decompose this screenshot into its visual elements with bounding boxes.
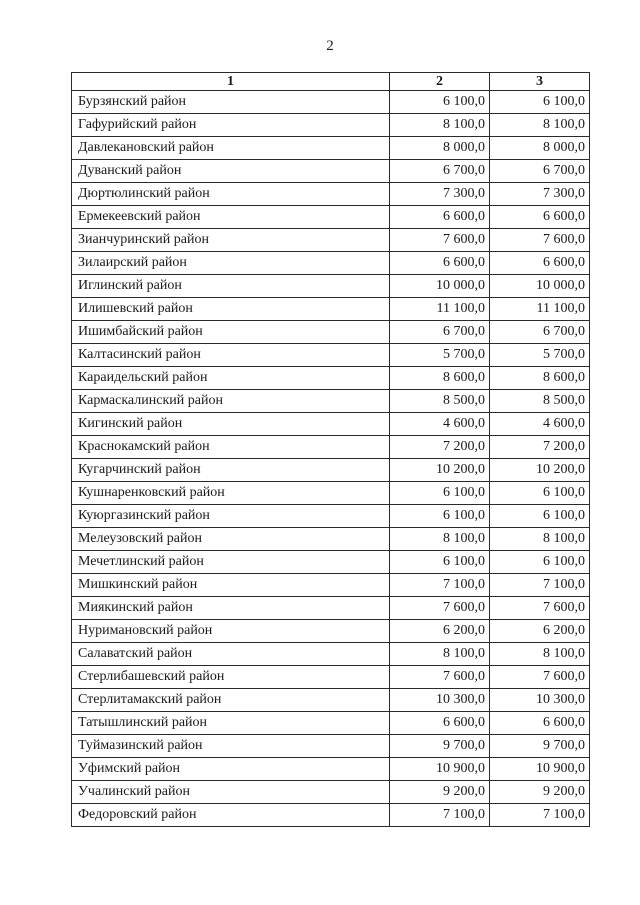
value-col-3-cell: 10 000,0 <box>490 275 590 298</box>
table-row <box>72 735 590 758</box>
value-col-2-cell: 6 100,0 <box>390 505 490 528</box>
value-col-2-cell: 8 600,0 <box>390 367 490 390</box>
district-name-cell: Дуванский район <box>72 160 390 183</box>
district-name-cell: Кигинский район <box>72 413 390 436</box>
value-col-2-cell: 6 100,0 <box>390 551 490 574</box>
value-col-2-cell: 6 600,0 <box>390 206 490 229</box>
table-row <box>72 758 590 781</box>
table-row <box>72 183 590 206</box>
value-col-2-cell: 8 500,0 <box>390 390 490 413</box>
value-col-3-cell: 8 500,0 <box>490 390 590 413</box>
district-name-cell: Ермекеевский район <box>72 206 390 229</box>
table-row <box>72 528 590 551</box>
value-col-3-cell: 6 600,0 <box>490 206 590 229</box>
header-col-3: 3 <box>490 73 590 91</box>
table-header-row <box>72 73 590 91</box>
value-col-3-cell: 10 300,0 <box>490 689 590 712</box>
district-name-cell: Мелеузовский район <box>72 528 390 551</box>
value-col-2-cell: 7 300,0 <box>390 183 490 206</box>
value-col-2-cell: 5 700,0 <box>390 344 490 367</box>
value-col-3-cell: 8 600,0 <box>490 367 590 390</box>
value-col-2-cell: 8 100,0 <box>390 643 490 666</box>
district-name-cell: Стерлибашевский район <box>72 666 390 689</box>
district-name-cell: Караидельский район <box>72 367 390 390</box>
value-col-2-cell: 10 300,0 <box>390 689 490 712</box>
value-col-3-cell: 7 100,0 <box>490 804 590 827</box>
district-name-cell: Федоровский район <box>72 804 390 827</box>
value-col-2-cell: 6 600,0 <box>390 252 490 275</box>
district-name-cell: Мишкинский район <box>72 574 390 597</box>
value-col-2-cell: 9 200,0 <box>390 781 490 804</box>
value-col-2-cell: 4 600,0 <box>390 413 490 436</box>
district-name-cell: Стерлитамакский район <box>72 689 390 712</box>
value-col-2-cell: 8 100,0 <box>390 114 490 137</box>
district-name-cell: Учалинский район <box>72 781 390 804</box>
district-name-cell: Туймазинский район <box>72 735 390 758</box>
district-name-cell: Гафурийский район <box>72 114 390 137</box>
value-col-2-cell: 11 100,0 <box>390 298 490 321</box>
value-col-2-cell: 10 900,0 <box>390 758 490 781</box>
value-col-2-cell: 7 100,0 <box>390 804 490 827</box>
value-col-2-cell: 7 100,0 <box>390 574 490 597</box>
value-col-3-cell: 8 100,0 <box>490 528 590 551</box>
district-table <box>71 72 590 827</box>
page-number: 2 <box>326 38 334 54</box>
district-name-cell: Илишевский район <box>72 298 390 321</box>
district-table-container <box>71 72 589 827</box>
value-col-3-cell: 6 600,0 <box>490 712 590 735</box>
district-name-cell: Дюртюлинский район <box>72 183 390 206</box>
table-row <box>72 367 590 390</box>
value-col-2-cell: 8 000,0 <box>390 137 490 160</box>
district-name-cell: Нуримановский район <box>72 620 390 643</box>
value-col-2-cell: 6 600,0 <box>390 712 490 735</box>
value-col-2-cell: 7 600,0 <box>390 597 490 620</box>
value-col-2-cell: 6 700,0 <box>390 160 490 183</box>
district-name-cell: Бурзянский район <box>72 91 390 114</box>
district-name-cell: Калтасинский район <box>72 344 390 367</box>
table-row <box>72 459 590 482</box>
value-col-3-cell: 7 300,0 <box>490 183 590 206</box>
table-row <box>72 206 590 229</box>
value-col-3-cell: 6 100,0 <box>490 91 590 114</box>
value-col-3-cell: 6 100,0 <box>490 505 590 528</box>
district-name-cell: Зианчуринский район <box>72 229 390 252</box>
table-row <box>72 413 590 436</box>
table-row <box>72 390 590 413</box>
table-body <box>72 91 590 827</box>
table-row <box>72 321 590 344</box>
value-col-2-cell: 6 100,0 <box>390 91 490 114</box>
value-col-3-cell: 7 600,0 <box>490 666 590 689</box>
district-name-cell: Миякинский район <box>72 597 390 620</box>
header-col-2: 2 <box>390 73 490 91</box>
value-col-2-cell: 6 100,0 <box>390 482 490 505</box>
value-col-3-cell: 6 100,0 <box>490 551 590 574</box>
value-col-3-cell: 9 700,0 <box>490 735 590 758</box>
value-col-3-cell: 6 200,0 <box>490 620 590 643</box>
district-name-cell: Краснокамский район <box>72 436 390 459</box>
value-col-3-cell: 7 600,0 <box>490 597 590 620</box>
value-col-3-cell: 7 100,0 <box>490 574 590 597</box>
district-name-cell: Кушнаренковский район <box>72 482 390 505</box>
value-col-3-cell: 6 700,0 <box>490 160 590 183</box>
table-row <box>72 643 590 666</box>
table-row <box>72 505 590 528</box>
value-col-3-cell: 7 200,0 <box>490 436 590 459</box>
table-row <box>72 252 590 275</box>
value-col-2-cell: 10 000,0 <box>390 275 490 298</box>
table-row <box>72 482 590 505</box>
table-row <box>72 298 590 321</box>
value-col-3-cell: 5 700,0 <box>490 344 590 367</box>
value-col-2-cell: 9 700,0 <box>390 735 490 758</box>
table-row <box>72 229 590 252</box>
value-col-3-cell: 4 600,0 <box>490 413 590 436</box>
table-row <box>72 436 590 459</box>
table-row <box>72 344 590 367</box>
table-row <box>72 551 590 574</box>
table-row <box>72 804 590 827</box>
value-col-2-cell: 7 600,0 <box>390 666 490 689</box>
district-name-cell: Иглинский район <box>72 275 390 298</box>
table-row <box>72 137 590 160</box>
district-name-cell: Ишимбайский район <box>72 321 390 344</box>
district-name-cell: Уфимский район <box>72 758 390 781</box>
value-col-3-cell: 8 100,0 <box>490 643 590 666</box>
value-col-2-cell: 7 200,0 <box>390 436 490 459</box>
value-col-3-cell: 8 000,0 <box>490 137 590 160</box>
header-col-1: 1 <box>72 73 390 91</box>
value-col-3-cell: 7 600,0 <box>490 229 590 252</box>
value-col-2-cell: 6 700,0 <box>390 321 490 344</box>
value-col-2-cell: 10 200,0 <box>390 459 490 482</box>
value-col-3-cell: 6 100,0 <box>490 482 590 505</box>
district-name-cell: Кугарчинский район <box>72 459 390 482</box>
table-row <box>72 689 590 712</box>
district-name-cell: Салаватский район <box>72 643 390 666</box>
district-name-cell: Кармаскалинский район <box>72 390 390 413</box>
table-row <box>72 781 590 804</box>
table-row <box>72 620 590 643</box>
table-row <box>72 114 590 137</box>
value-col-2-cell: 7 600,0 <box>390 229 490 252</box>
value-col-3-cell: 11 100,0 <box>490 298 590 321</box>
table-row <box>72 574 590 597</box>
value-col-3-cell: 8 100,0 <box>490 114 590 137</box>
value-col-3-cell: 6 700,0 <box>490 321 590 344</box>
table-row <box>72 712 590 735</box>
district-name-cell: Куюргазинский район <box>72 505 390 528</box>
value-col-3-cell: 6 600,0 <box>490 252 590 275</box>
value-col-3-cell: 10 900,0 <box>490 758 590 781</box>
table-row <box>72 160 590 183</box>
value-col-2-cell: 6 200,0 <box>390 620 490 643</box>
table-row <box>72 91 590 114</box>
table-row <box>72 597 590 620</box>
value-col-3-cell: 10 200,0 <box>490 459 590 482</box>
district-name-cell: Мечетлинский район <box>72 551 390 574</box>
value-col-3-cell: 9 200,0 <box>490 781 590 804</box>
value-col-2-cell: 8 100,0 <box>390 528 490 551</box>
district-name-cell: Зилаирский район <box>72 252 390 275</box>
table-row <box>72 275 590 298</box>
table-row <box>72 666 590 689</box>
district-name-cell: Татышлинский район <box>72 712 390 735</box>
district-name-cell: Давлекановский район <box>72 137 390 160</box>
